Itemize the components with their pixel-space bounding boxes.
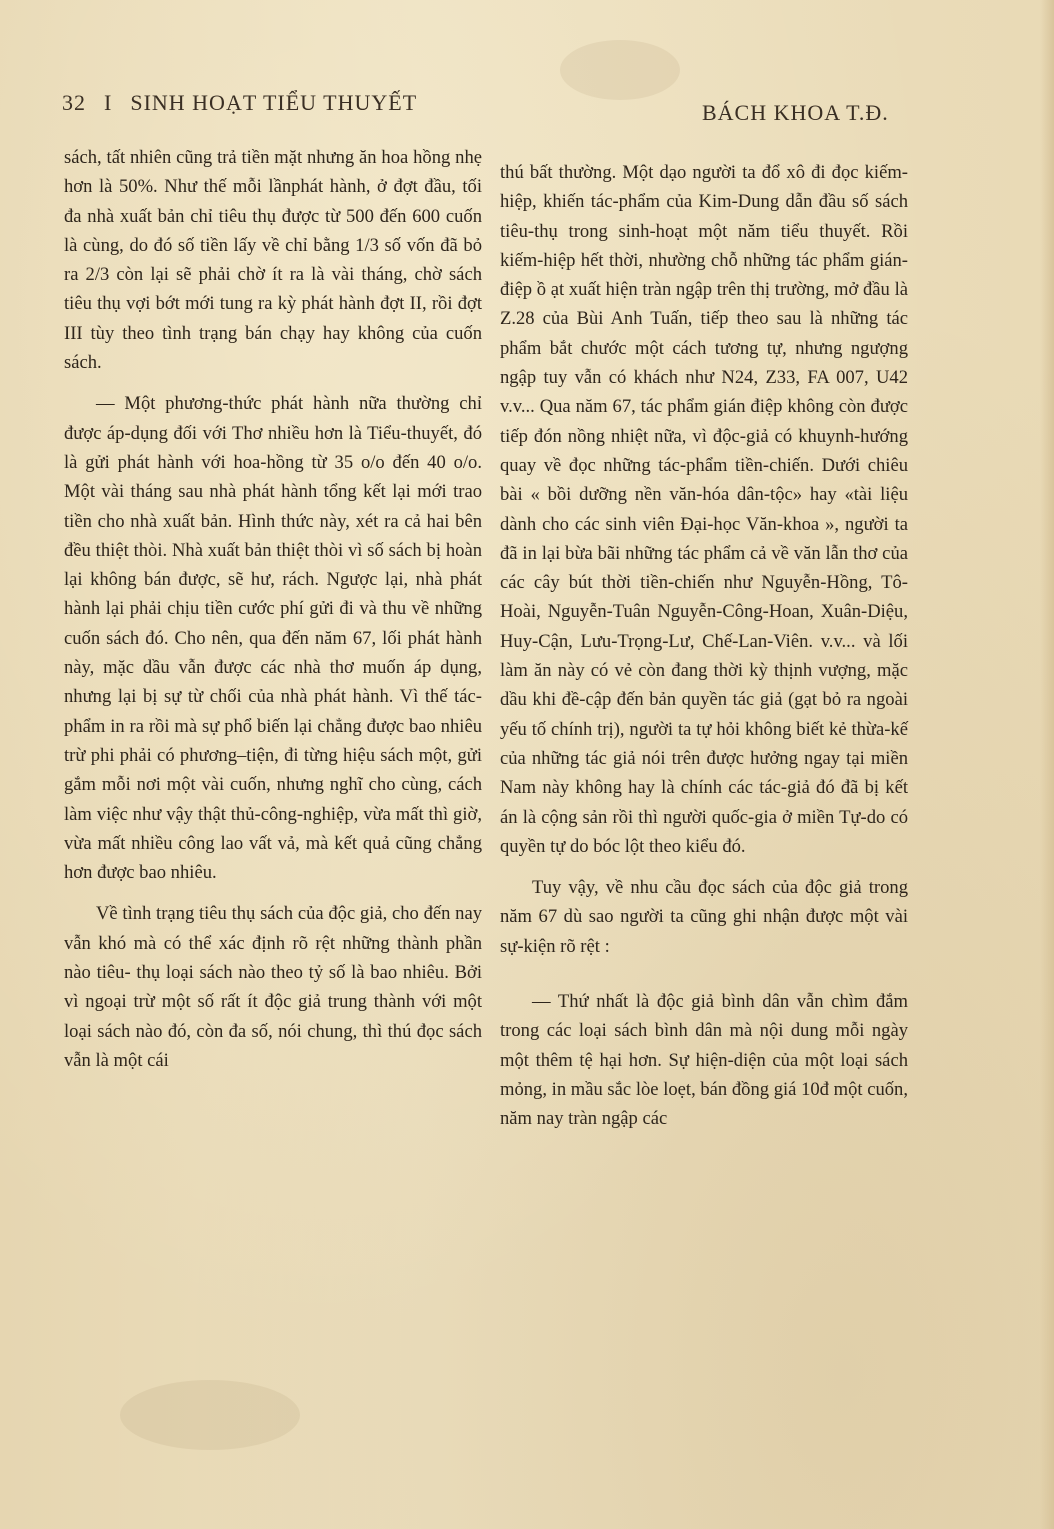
left-paragraph-2: — Một phương-thức phát hành nữa thường chỉ được áp-dụng đối với Thơ nhiều hơn là Tiểu-thuyết, đó là gửi phát hành với hoa-hồng từ 35 o/o đến 40 o/o. Một vài tháng sau nhà phát hành tổng kết lại mới trao tiền cho nhà xuất bản. Hình thức này, xét ra cả hai bên đều thiệt thòi. Nhà xuất bản thiệt thòi vì số sách bị hoàn lại không bán được, sẽ hư, rách. Ngược lại, nhà phát hành lại phải chịu tiền cước phí gửi đi và thu về những cuốn sách đó. Cho nên, qua đến năm 67, lối phát hành này, mặc dầu vẫn được các nhà thơ muốn áp dụng, nhưng lại bị sự từ chối của nhà phát hành. Vì thế tác-phẩm in ra rồi mà sự phổ biến lại chẳng được bao nhiêu trừ phi phải có phương–tiện, đi từng hiệu sách một, gửi gắm mỗi nơi một vài cuốn, nhưng nghĩ cho cùng, cách làm việc như vậy thật thủ-công-nghiệp, vừa mất thì giờ, vừa mất nhiều công lao vất vả, mà kết quả cũng chẳng hơn được bao nhiêu. (64, 393, 482, 884)
right-paragraph-3: — Thứ nhất là độc giả bình dân vẫn chìm đắm trong các loại sách bình dân mà nội dung mỗi ngày một thêm tệ hại hơn. Sự hiện-diện của một loại sách mỏng, in mầu sắc lòe loẹt, bán đồng giá 10đ một cuốn, năm nay tràn ngập các (500, 991, 908, 1130)
left-paragraph-1: sách, tất nhiên cũng trả tiền mặt nhưng ăn hoa hồng nhẹ hơn là 50%. Như thế mỗi lầnphát hành, ở đợt đầu, tối đa nhà xuất bản chỉ tiêu thụ được từ 500 đến 600 cuốn là cùng, do đó số tiền lấy về chỉ bằng 1/3 số vốn đã bỏ ra 2/3 còn lại sẽ phải chờ ít ra là vài tháng, chờ sách tiêu thụ vợi bớt mới tung ra kỳ phát hành đợt II, rồi đợt III tùy theo tình trạng bán chạy hay không của cuốn sách. (64, 147, 482, 374)
section-title: SINH HOẠT TIỂU THUYẾT (130, 90, 418, 115)
left-column (64, 143, 482, 1075)
left-paragraph-3: Về tình trạng tiêu thụ sách của độc giả, cho đến nay vẫn khó mà có thể xác định rõ rệt những thành phần nào tiêu- thụ loại sách nào theo tỷ số là bao nhiêu. Bởi vì ngoại trừ một số rất ít độc giả trung thành với một loại sách nào đó, còn đa số, nói chung, thì thú đọc sách vẫn là một cái (64, 903, 482, 1071)
right-column (500, 158, 908, 1134)
page-number: 32 (62, 90, 86, 115)
running-header-left (62, 90, 417, 116)
header-separator: I (104, 90, 113, 115)
right-paragraph-2: Tuy vậy, về nhu cầu đọc sách của độc giả trong năm 67 dù sao người ta cũng ghi nhận được một vài sự-kiện rõ rệt : (500, 877, 908, 957)
right-paragraph-1: thú bất thường. Một dạo người ta đổ xô đi đọc kiếm-hiệp, khiến tác-phẩm của Kim-Dung dẫn đầu số sách tiêu-thụ trong sinh-hoạt một năm tiểu thuyết. Rồi kiếm-hiệp hết thời, nhường chỗ những tác phẩm gián-điệp ồ ạt xuất hiện tràn ngập trên thị trường, mở đầu là Z.28 của Bùi Anh Tuấn, tiếp theo sau là những tác phẩm bắt chước một cách tương tự, nhưng ngượng ngập tuy vẫn có khách như N24, Z33, FA 007, U42 v.v... Qua năm 67, tác phẩm gián điệp không còn được tiếp đón nồng nhiệt nữa, vì độc-giả có khuynh-hướng quay về đọc những tác-phẩm tiền-chiến. Dưới chiêu bài « bồi dưỡng nền văn-hóa dân-tộc» hay «tài liệu dành cho các sinh viên Đại-học Văn-khoa », người ta đã in lại bừa bãi những tác phẩm cả về văn lẫn thơ của các cây bút thời tiền-chiến như Nguyễn-Hồng, Tô-Hoài, Nguyễn-Tuân Nguyễn-Công-Hoan, Xuân-Diệu, Huy-Cận, Lưu-Trọng-Lư, Chế-Lan-Viên. v.v... và lối làm ăn này có vẻ còn đang thời kỳ thịnh vượng, mặc dầu khi đề-cập đến bản quyền tác giả (gạt bỏ ra ngoài yếu tố chính trị), người ta tự hỏi không biết kẻ thừa-kế của những tác giả nói trên được hưởng ngay tại miền Nam này không hay là chính các tác-giả đó đã bị kết án là cộng sản rồi thì người quốc-gia ở miền Tự-do có quyền tự do bóc lột theo kiểu đó. (500, 162, 908, 857)
page-edge-shadow (1040, 0, 1054, 1529)
paper-stain (120, 1380, 300, 1450)
publication-title: BÁCH KHOA T.Đ. (702, 100, 889, 125)
paper-stain (560, 40, 680, 100)
